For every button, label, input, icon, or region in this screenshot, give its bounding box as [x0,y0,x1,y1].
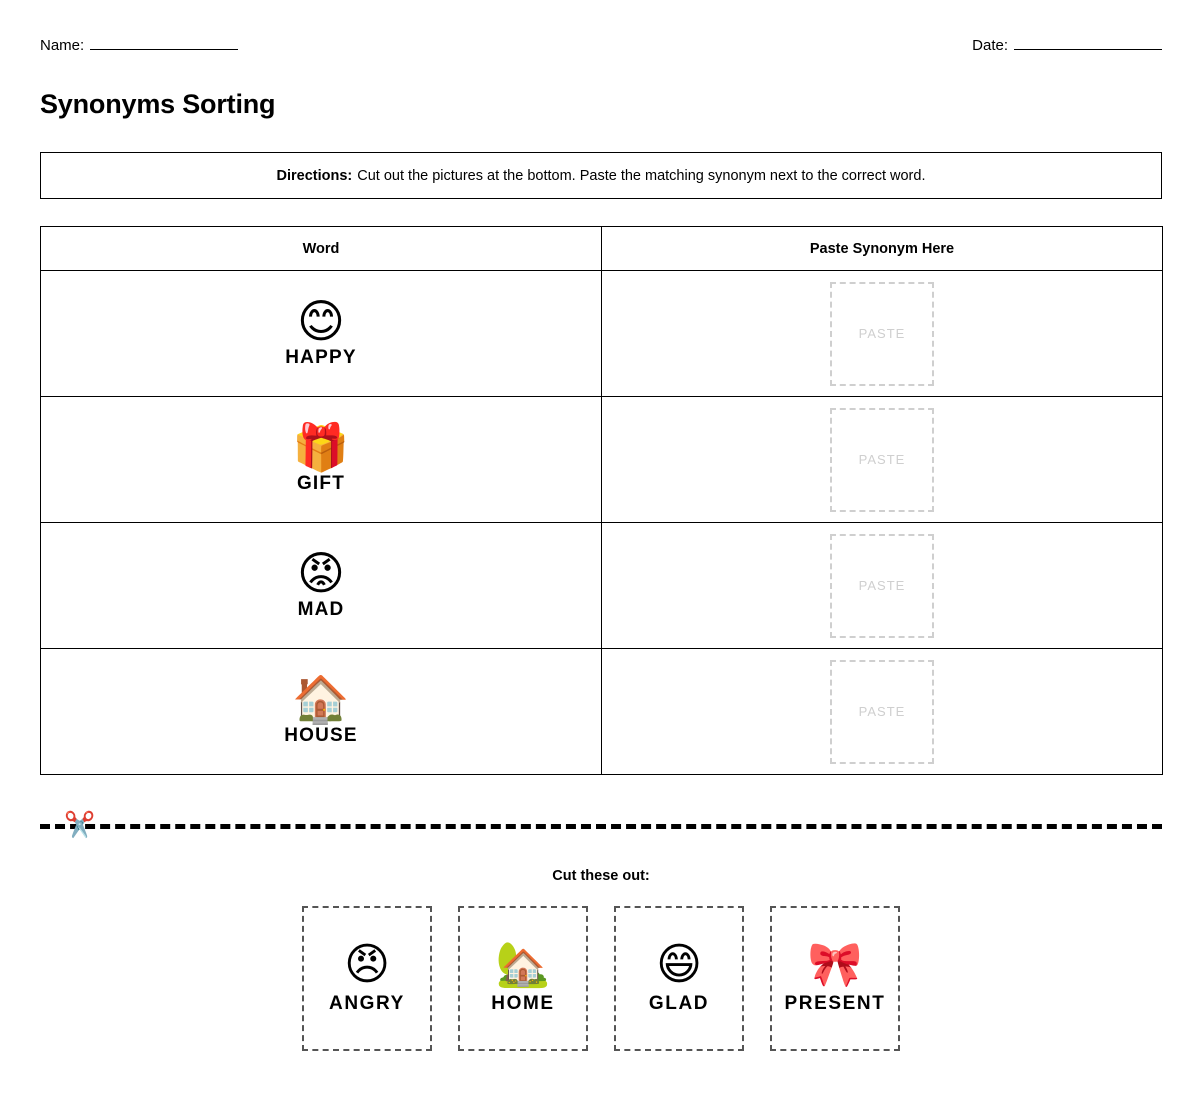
word-label: HAPPY [285,346,357,368]
word-cell [41,523,602,649]
pouting-face-icon: 😡 [297,546,345,601]
name-write-line[interactable] [90,36,238,50]
directions-text: Cut out the pictures at the bottom. Paste the matching synonym next to the correct word. [357,167,926,184]
sorting-table [40,226,1163,775]
table-row [41,397,1163,523]
paste-dropzone[interactable]: PASTE [830,534,934,638]
date-label: Date: [972,37,1008,54]
name-field[interactable] [40,36,238,54]
word-label: GIFT [296,472,346,494]
table-row [41,271,1163,397]
dashed-cut-line [40,824,1162,829]
word-cell [41,649,602,775]
cut-out-card[interactable] [770,906,900,1051]
smiling-face-with-smiling-eyes-icon: 😊 [297,294,345,349]
paste-cell[interactable] [602,397,1163,523]
house-with-garden-icon: 🏡 [495,939,551,991]
cut-out-card[interactable] [302,906,432,1051]
table-row [41,523,1163,649]
cut-card-label: HOME [491,992,555,1014]
paste-cell[interactable] [602,271,1163,397]
house-icon: 🏠 [292,672,350,727]
cut-these-out-heading: Cut these out: [552,868,650,884]
page-title: Synonyms Sorting [40,89,276,119]
word-cell [41,397,602,523]
directions-box [40,152,1162,199]
wrapped-gift-icon: 🎁 [292,420,350,475]
grinning-face-with-smiling-eyes-icon: 😄 [656,939,702,991]
date-field[interactable] [972,36,1162,54]
date-write-line[interactable] [1014,36,1162,50]
column-header-word: Word [41,227,602,271]
paste-dropzone[interactable]: PASTE [830,660,934,764]
table-row [41,649,1163,775]
name-date-row [40,36,1162,54]
cut-line-region [40,806,1162,852]
angry-face-icon: 😠 [344,939,390,991]
ribbon-bow-icon: 🎀 [807,939,863,991]
cut-out-card[interactable] [614,906,744,1051]
word-cell [41,271,602,397]
scissors-icon: ✂️ [64,810,96,839]
paste-cell[interactable] [602,649,1163,775]
paste-cell[interactable] [602,523,1163,649]
table-header-row [41,227,1163,271]
cut-out-card[interactable] [458,906,588,1051]
cut-card-label: GLAD [648,992,710,1014]
cut-card-label: ANGRY [329,992,405,1014]
cut-card-label: PRESENT [784,992,886,1014]
word-label: MAD [297,598,345,620]
word-label: HOUSE [284,724,358,746]
cut-out-cards-row [0,906,1202,1051]
name-label: Name: [40,37,85,54]
paste-dropzone[interactable]: PASTE [830,408,934,512]
column-header-paste: Paste Synonym Here [602,227,1163,271]
paste-dropzone[interactable]: PASTE [830,282,934,386]
directions-label: Directions: [276,167,353,184]
